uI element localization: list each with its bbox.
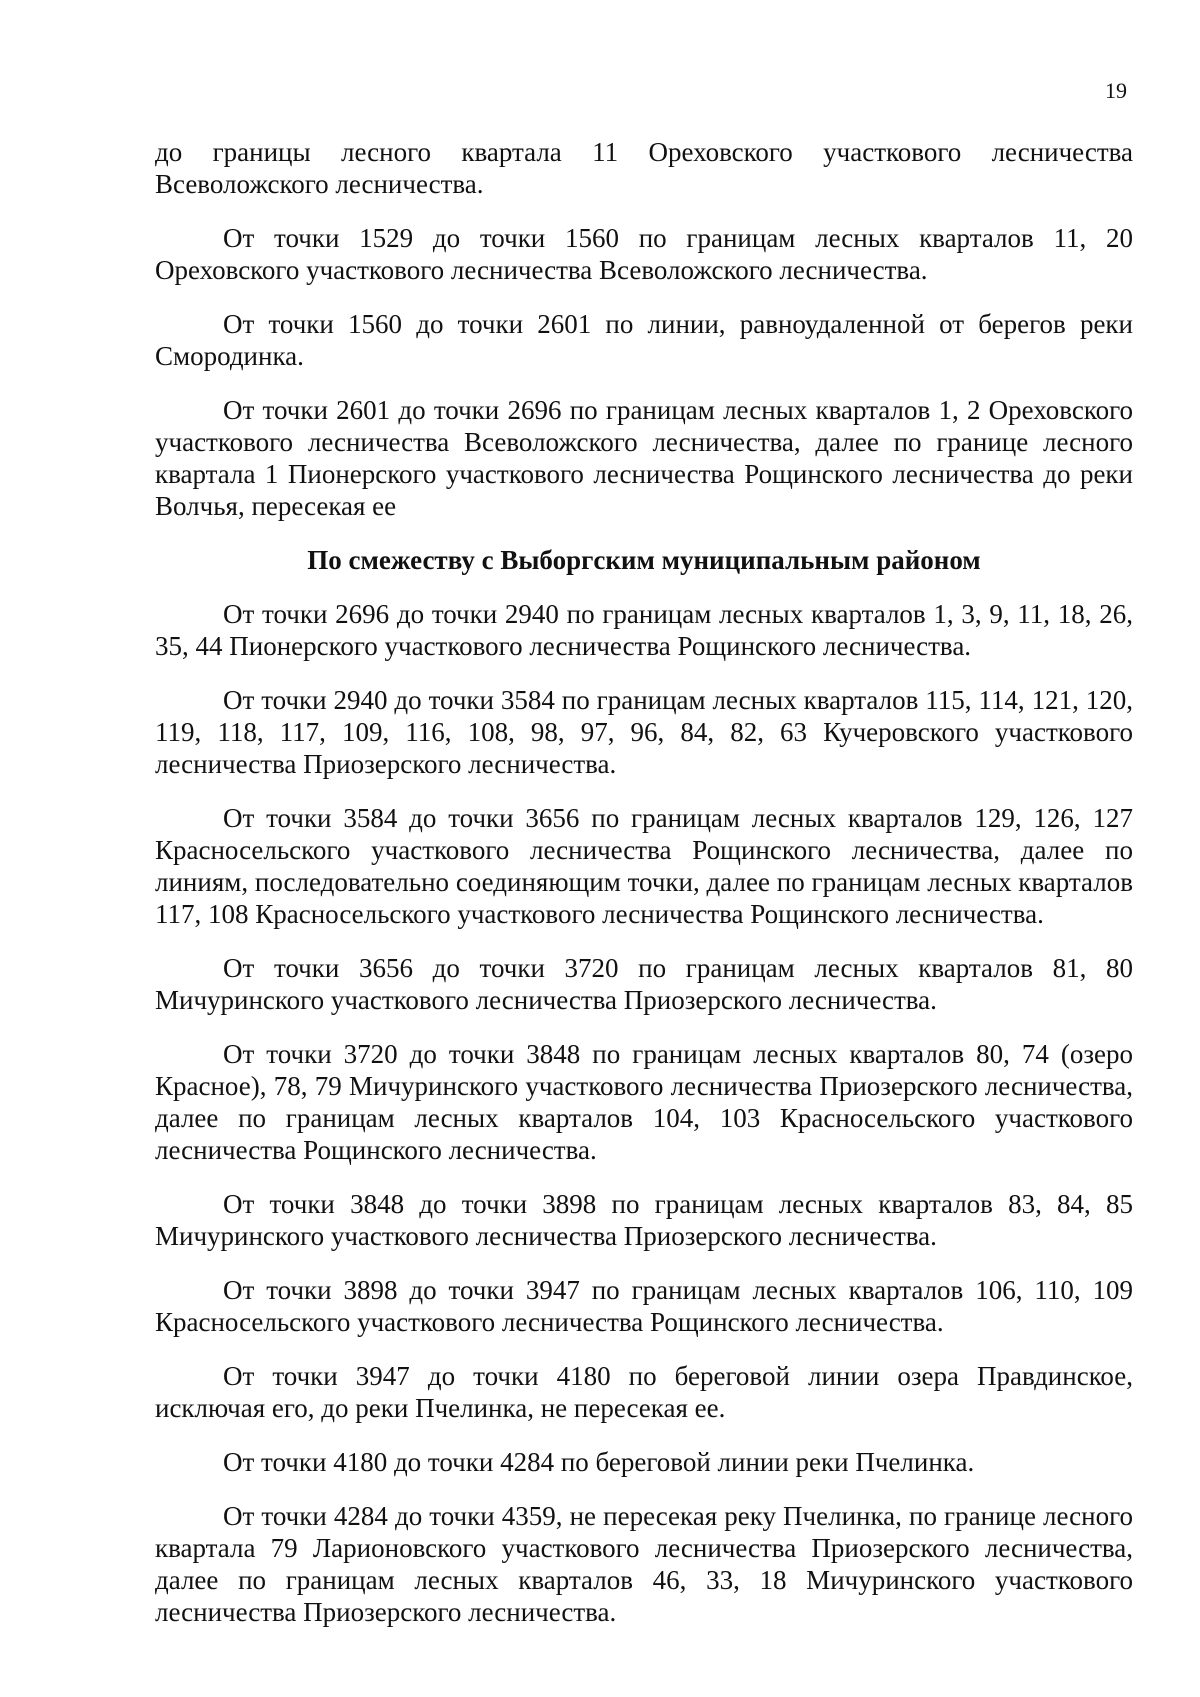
paragraph: От точки 1560 до точки 2601 по линии, равноудаленной от берегов реки Смородинка. [155, 309, 1133, 371]
paragraph: От точки 4284 до точки 4359, не пересекая реку Пчелинка, по границе лесного квартала 79 Ларионовского участкового лесничества Приозерского лесничества, далее по границам лесных кварталов 46, 33, 18 Мичуринского участкового лесничества Приозерского лесничества. [155, 1501, 1133, 1627]
paragraph: От точки 4180 до точки 4284 по береговой линии реки Пчелинка. [223, 1447, 975, 1477]
section-heading: По смежеству с Выборгским муниципальным районом [307, 545, 981, 575]
paragraph: до границы лесного квартала 11 Ореховского участкового лесничества Всеволожского лесничества. [155, 137, 1133, 199]
paragraph: От точки 2940 до точки 3584 по границам лесных кварталов 115, 114, 121, 120, 119, 118, 117, 109, 116, 108, 98, 97, 96, 84, 82, 63 Кучеровского участкового лесничества Приозерского лесничества. [155, 685, 1133, 779]
paragraph: От точки 1529 до точки 1560 по границам лесных кварталов 11, 20 Ореховского участкового лесничества Всеволожского лесничества. [155, 223, 1133, 285]
paragraph: От точки 3947 до точки 4180 по береговой линии озера Правдинское, исключая его, до реки Пчелинка, не пересекая ее. [155, 1361, 1133, 1423]
paragraph: От точки 2601 до точки 2696 по границам лесных кварталов 1, 2 Ореховского участкового лесничества Всеволожского лесничества, далее по границе лесного квартала 1 Пионерского участкового лесничества Рощинского лесничества до реки Волчья, пересекая ее [155, 395, 1133, 521]
paragraph: От точки 2696 до точки 2940 по границам лесных кварталов 1, 3, 9, 11, 18, 26, 35, 44 Пионерского участкового лесничества Рощинского лесничества. [155, 599, 1133, 661]
document-body [155, 136, 1133, 1650]
paragraph: От точки 3584 до точки 3656 по границам лесных кварталов 129, 126, 127 Красносельского участкового лесничества Рощинского лесничества, далее по линиям, последовательно соединяющим точки, далее по границам лесных кварталов 117, 108 Красносельского участкового лесничества Рощинского лесничества. [155, 803, 1133, 929]
paragraph: От точки 3898 до точки 3947 по границам лесных кварталов 106, 110, 109 Красносельского участкового лесничества Рощинского лесничества. [155, 1275, 1133, 1337]
paragraph: От точки 3720 до точки 3848 по границам лесных кварталов 80, 74 (озеро Красное), 78, 79 Мичуринского участкового лесничества Приозерского лесничества, далее по границам лесных кварталов 104, 103 Красносельского участкового лесничества Рощинского лесничества. [155, 1039, 1133, 1165]
page-number: 19 [1105, 78, 1127, 103]
paragraph: От точки 3656 до точки 3720 по границам лесных кварталов 81, 80 Мичуринского участкового лесничества Приозерского лесничества. [155, 953, 1133, 1015]
paragraph: От точки 3848 до точки 3898 по границам лесных кварталов 83, 84, 85 Мичуринского участкового лесничества Приозерского лесничества. [155, 1189, 1133, 1251]
